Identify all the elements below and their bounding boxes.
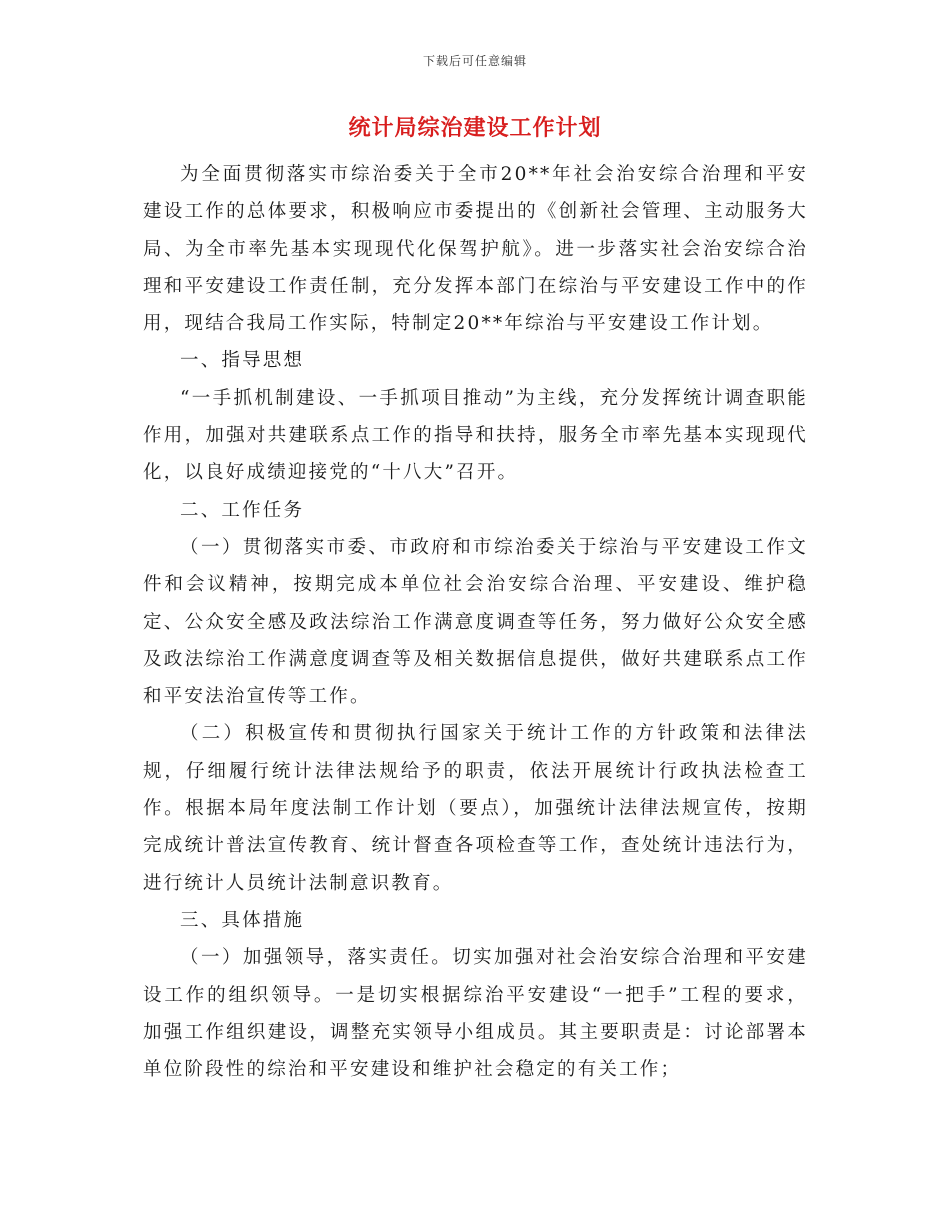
work-task-1-paragraph: （一）贯彻落实市委、市政府和市综治委关于综治与平安建设工作文件和会议精神，按期完成本单位社会治安综合治理、平安建设、维护稳定、公众安全感及政法综治工作满意度调查等任务，努力做好公众安全感及政法综治工作满意度调查等及相关数据信息提供，做好共建联系点工作和平安法治宣传等工作。 — [143, 536, 808, 708]
document-body — [143, 156, 808, 1088]
work-task-2-paragraph: （二）积极宣传和贯彻执行国家关于统计工作的方针政策和法律法规，仔细履行统计法律法规给予的职责，依法开展统计行政执法检查工作。根据本局年度法制工作计划（要点），加强统计法律法规宣传，按期完成统计普法宣传教育、统计督查各项检查等工作，查处统计违法行为，进行统计人员统计法制意识教育。 — [143, 723, 808, 894]
document-title: 统计局综治建设工作计划 — [348, 115, 602, 141]
section-heading-work-tasks: 二、工作任务 — [180, 499, 305, 521]
intro-paragraph: 为全面贯彻落实市综治委关于全市20**年社会治安综合治理和平安建设工作的总体要求，积极响应市委提出的《创新社会管理、主动服务大局、为全市率先基本实现现代化保驾护航》。进一步落实社会治安综合治理和平安建设工作责任制，充分发挥本部门在综治与平安建设工作中的作用，现结合我局工作实际，特制定20**年综治与平安建设工作计划。 — [143, 164, 808, 335]
section-heading-measures: 三、具体措施 — [180, 909, 305, 931]
page-header-note: 下载后可任意编辑 — [422, 54, 527, 68]
guiding-ideology-paragraph: “一手抓机制建设、一手抓项目推动”为主线，充分发挥统计调查职能作用，加强对共建联系点工作的指导和扶持，服务全市率先基本实现现代化，以良好成绩迎接党的“十八大”召开。 — [143, 387, 808, 484]
measure-1-paragraph: （一）加强领导，落实责任。切实加强对社会治安综合治理和平安建设工作的组织领导。一是切实根据综治平安建设“一把手”工程的要求，加强工作组织建设，调整充实领导小组成员。其主要职责是：讨论部署本单位阶段性的综治和平安建设和维护社会稳定的有关工作； — [143, 947, 808, 1081]
section-heading-guiding-ideology: 一、指导思想 — [180, 350, 305, 372]
